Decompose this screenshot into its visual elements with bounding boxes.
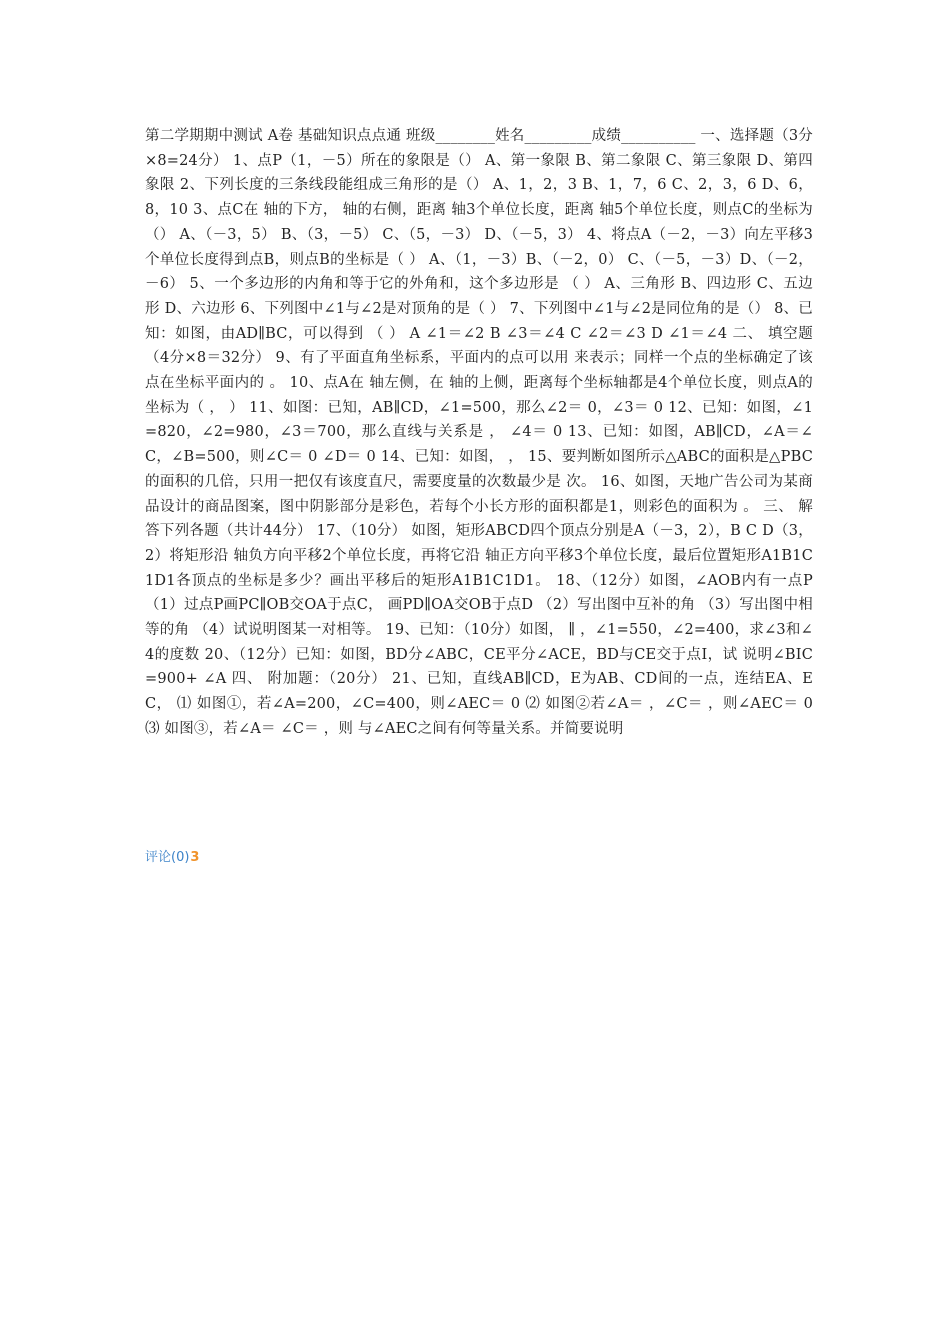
document-text: 第二学期期中测试 A卷 基础知识点点通 班级________姓名_________成绩__________ 一、选择题（3分×8=24分） 1、点P（1，－5）所在的象限是（） A、第一象限 B、第二象限 C、第三象限 D、第四象限 2、下列长度的三条线段能组成三角形的是（） A、1，2，3 B、1，7，6 C、2，3，6 D、6，8，10 3、点C在 轴的下方， 轴的右侧，距离 轴3个单位长度，距离 轴5个单位长度，则点C的坐标为（） A、（－3，5） B、（3，－5） C、（5，－3） D、（－5，3） 4、将点A（－2，－3）向左平移3个单位长度得到点B，则点B的坐标是（ ） A、（1，－3）B、（－2，0） C、（－5，－3）D、（－2，－6） 5、一个多边形的内角和等于它的外角和，这个多边形是 （ ） A、三角形 B、四边形 C、五边形 D、六边形 6、下列图中∠1与∠2是对顶角的是（ ） 7、下列图中∠1与∠2是同位角的是（） 8、已知：如图，由AD∥BC，可以得到 （ ） A ∠1＝∠2 B ∠3＝∠4 C ∠2＝∠3 D ∠1＝∠4 二、 填空题（4分×8＝32分） 9、有了平面直角坐标系，平面内的点可以用 来表示；同样一个点的坐标确定了该点在坐标平面内的 。 10、点A在 轴左侧，在 轴的上侧，距离每个坐标轴都是4个单位长度，则点A的坐标为（ ， ） 11、如图：已知，AB∥CD，∠1=500，那么∠2＝ 0，∠3＝ 0 12、已知：如图，∠1=820，∠2=980，∠3＝700，那么直线与关系是 ， ∠4＝ 0 13、已知：如图，AB∥CD，∠A＝∠C，∠B=500，则∠C＝ 0 ∠D＝ 0 14、已知：如图， ， 15、要判断如图所示△ABC的面积是△PBC的面积的几倍，只用一把仅有该度直尺，需要度量的次数最少是 次。 16、如图，天地广告公司为某商品设计的商品图案，图中阴影部分是彩色，若每个小长方形的面积都是1，则彩色的面积为 。 三、 解答下列各题（共计44分） 17、（10分） 如图，矩形ABCD四个顶点分别是A（－3，2），B C D（3，2）将矩形沿 轴负方向平移2个单位长度，再将它沿 轴正方向平移3个单位长度，最后位置矩形A1B1C1D1各顶点的坐标是多少？画出平移后的矩形A1B1C1D1。 18、（12分）如图，∠AOB内有一点P （1）过点P画PC∥OB交OA于点C， 画PD∥OA交OB于点D （2）写出图中互补的角 （3）写出图中相等的角 （4）试说明图某一对相等。 19、已知：（10分）如图， ∥ ，∠1=550，∠2=400，求∠3和∠4的度数 20、（12分）已知：如图，BD分∠ABC，CE平分∠ACE，BD与CE交于点I，试 说明∠BIC=900+ ∠A 四、 附加题：（20分） 21、已知，直线AB∥CD，E为AB、CD间的一点，连结EA、EC， ⑴ 如图①，若∠A=200，∠C=400，则∠AEC＝ 0 ⑵ 如图②若∠A＝ ，∠C＝ ，则∠AEC＝ 0 ⑶ 如图③，若∠A＝ ∠C＝ ，则 与∠AEC之间有何等量关系。并简要说明 — [145, 128, 813, 737]
comments-count-badge: 3 — [190, 850, 200, 865]
comments-row — [145, 848, 199, 868]
comments-link[interactable]: 评论(0) — [145, 850, 190, 865]
document-body — [145, 124, 813, 742]
